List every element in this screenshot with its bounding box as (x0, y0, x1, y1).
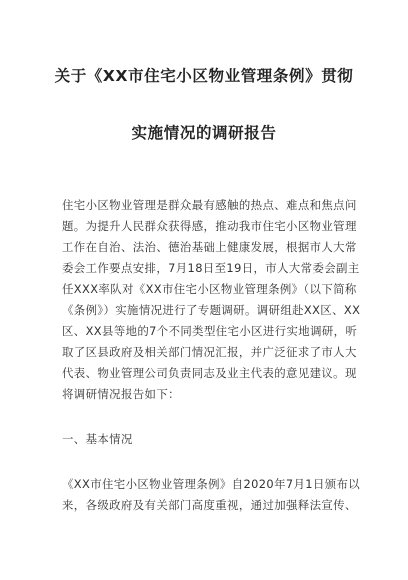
section-heading: 一、基本情况 (62, 432, 133, 446)
paragraph-line: 将调研情况报告如下： (62, 387, 180, 401)
paragraph-line: 任XXX率队对《XX市住宅小区物业管理条例》（以下简称 (62, 282, 357, 296)
paragraph-line: 《XX市住宅小区物业管理条例》自2020年7月1日颁布以 (62, 477, 361, 491)
paragraph-line: 取了区县政府及相关部门情况汇报，并广泛征求了市人大 (62, 345, 357, 359)
paragraph-line: 住宅小区物业管理是群众最有感触的热点、难点和焦点问 (62, 198, 357, 212)
paragraph-line: 《条例》）实施情况进行了专题调研。调研组赴XX区、XX (62, 303, 361, 317)
paragraph-line: 委会工作要点安排，7月18日至19日，市人大常委会副主 (62, 261, 360, 275)
paragraph-line: 代表、物业管理公司负责同志及业主代表的意见建议。现 (62, 366, 357, 380)
paragraph-line: 工作在自治、法治、德治基础上健康发展，根据市人大常 (62, 240, 357, 254)
paragraph-line: 题。为提升人民群众获得感，推动我市住宅小区物业管理 (62, 219, 357, 233)
paragraph-line: 来，各级政府及有关部门高度重视，通过加强释法宣传、 (62, 498, 357, 512)
paragraph-line: 区、XX县等地的7个不同类型住宅小区进行实地调研，听 (62, 324, 358, 338)
document-title-line-1: 关于《XX市住宅小区物业管理条例》贯彻 (54, 67, 354, 85)
document-title-line-2: 实施情况的调研报告 (131, 124, 277, 142)
